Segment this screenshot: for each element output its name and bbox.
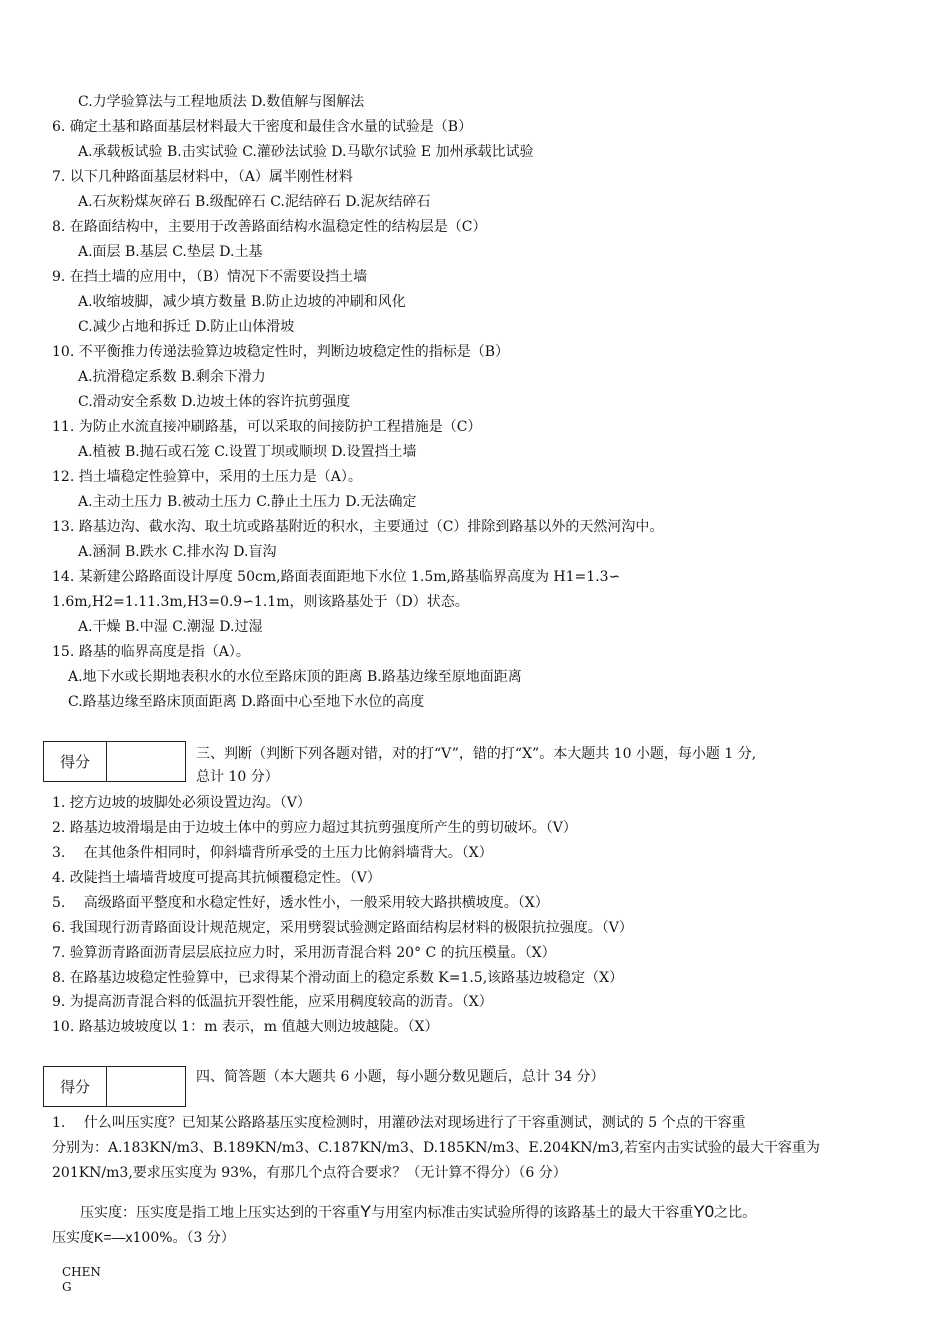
section-title: 三、判断（判断下列各题对错，对的打“V”，错的打“X”。本大题共 10 小题，每小题 1 分, bbox=[196, 746, 757, 762]
judge-item: 3. 在其他条件相同时，仰斜墙背所承受的土压力比俯斜墙背大。（X） bbox=[52, 845, 493, 861]
mc-question-cont: 1.6m,H2=1.11.3m,H3=0.9∽1.1m，则该路基处于（D）状态。 bbox=[52, 594, 469, 610]
short-question: 1. 什么叫压实度？已知某公路路基压实度检测时，用灌砂法对现场进行了干容重测试，测试的 5 个点的干容重 bbox=[52, 1115, 746, 1131]
formula: K=—x bbox=[94, 1229, 133, 1245]
judge-item: 6. 我国现行沥青路面设计规范规定，采用劈裂试验测定路面结构层材料的极限抗拉强度。（V） bbox=[52, 920, 633, 936]
judge-item: 10. 路基边坡坡度以 1：m 表示，m 值越大则边坡越陡。（X） bbox=[52, 1019, 439, 1035]
mc-options: A.干燥 B.中湿 C.潮湿 D.过湿 bbox=[78, 619, 263, 635]
short-question-cont: 分别为：A.183KN/m3、B.189KN/m3、C.187KN/m3、D.185KN/m3、E.204KN/m3,若室内击实试验的最大干容重为 bbox=[52, 1140, 820, 1156]
mc-question: 7. 以下几种路面基层材料中，（A）属半刚性材料 bbox=[52, 169, 353, 185]
mc-options: C.减少占地和拆迁 D.防止山体滑坡 bbox=[78, 319, 295, 335]
judge-item: 9. 为提高沥青混合料的低温抗开裂性能，应采用稠度较高的沥青。（X） bbox=[52, 994, 493, 1010]
answer-text: 与用室内标准击实试验所得的该路基土的最大干容重 bbox=[371, 1205, 694, 1221]
mc-question: 12. 挡土墙稳定性验算中，采用的土压力是（A）。 bbox=[52, 469, 362, 485]
mc-options: C.路基边缘至路床顶面距离 D.路面中心至地下水位的高度 bbox=[68, 694, 425, 710]
judge-item: 1. 挖方边坡的坡脚处必须设置边沟。（V） bbox=[52, 795, 311, 811]
mc-options: A.抗滑稳定系数 B.剩余下滑力 bbox=[78, 369, 266, 385]
score-label: 得分 bbox=[44, 742, 107, 781]
mc-options: A.涵洞 B.跌水 C.排水沟 D.盲沟 bbox=[78, 544, 277, 560]
judge-item: 5. 高级路面平整度和水稳定性好，透水性小，一般采用较大路拱横坡度。（X） bbox=[52, 895, 549, 911]
mc-question: 13. 路基边沟、截水沟、取土坑或路基附近的积水，主要通过（C）排除到路基以外的天然河沟中。 bbox=[52, 519, 664, 535]
mc-line: C.力学验算法与工程地质法 D.数值解与图解法 bbox=[78, 94, 365, 110]
mc-question: 10. 不平衡推力传递法验算边坡稳定性时，判断边坡稳定性的指标是（B） bbox=[52, 344, 510, 360]
short-question-cont: 201KN/m3,要求压实度为 93%，有那几个点符合要求？（无计算不得分）（6 分） bbox=[52, 1165, 567, 1181]
answer-text: 100%。（3 分） bbox=[132, 1230, 235, 1246]
mc-options: A.主动土压力 B.被动土压力 C.静止土压力 D.无法确定 bbox=[78, 494, 417, 510]
mc-options: A.石灰粉煤灰碎石 B.级配碎石 C.泥结碎石 D.泥灰结碎石 bbox=[78, 194, 431, 210]
mc-question: 11. 为防止水流直接冲刷路基，可以采取的间接防护工程措施是（C） bbox=[52, 419, 482, 435]
mc-question: 15. 路基的临界高度是指（A）。 bbox=[52, 644, 250, 660]
footer-text: G bbox=[62, 1280, 72, 1294]
mc-options: A.承载板试验 B.击实试验 C.灌砂法试验 D.马歇尔试验 E 加州承载比试验 bbox=[78, 144, 534, 160]
answer-text: 压实度：压实度是指工地上压实达到的干容重 bbox=[80, 1205, 360, 1221]
score-value-cell bbox=[107, 1067, 185, 1106]
answer-line bbox=[52, 1228, 235, 1247]
mc-question: 6. 确定土基和路面基层材料最大干密度和最佳含水量的试验是（B） bbox=[52, 119, 473, 135]
gamma-symbol: Y bbox=[360, 1202, 372, 1221]
section-title-cont: 总计 10 分） bbox=[196, 769, 279, 785]
score-box bbox=[43, 741, 186, 782]
mc-options: A.地下水或长期地表积水的水位至路床顶的距离 B.路基边缘至原地面距离 bbox=[68, 669, 522, 685]
score-label: 得分 bbox=[44, 1067, 107, 1106]
judge-item: 7. 验算沥青路面沥青层层底拉应力时，采用沥青混合料 20° C 的抗压模量。（X） bbox=[52, 945, 556, 961]
answer-text: 之比。 bbox=[714, 1205, 757, 1221]
mc-question: 8. 在路面结构中，主要用于改善路面结构水温稳定性的结构层是（C） bbox=[52, 219, 487, 235]
answer-line bbox=[80, 1203, 756, 1222]
mc-options: A.植被 B.抛石或石笼 C.设置丁坝或顺坝 D.设置挡土墙 bbox=[78, 444, 417, 460]
footer-text: CHEN bbox=[62, 1265, 101, 1279]
mc-options: A.面层 B.基层 C.垫层 D.土基 bbox=[78, 244, 263, 260]
answer-text: 压实度 bbox=[52, 1230, 94, 1246]
score-box bbox=[43, 1066, 186, 1107]
mc-options: A.收缩坡脚，减少填方数量 B.防止边坡的冲刷和风化 bbox=[78, 294, 406, 310]
mc-question: 14. 某新建公路路面设计厚度 50cm,路面表面距地下水位 1.5m,路基临界高度为 H1=1.3∽ bbox=[52, 569, 621, 585]
judge-item: 8. 在路基边坡稳定性验算中，已求得某个滑动面上的稳定系数 K=1.5,该路基边坡稳定（X） bbox=[52, 970, 624, 986]
mc-question: 9. 在挡土墙的应用中，（B）情况下不需要设挡土墙 bbox=[52, 269, 368, 285]
section-title: 四、简答题（本大题共 6 小题，每小题分数见题后，总计 34 分） bbox=[196, 1069, 605, 1085]
judge-item: 2. 路基边坡滑塌是由于边坡土体中的剪应力超过其抗剪强度所产生的剪切破坏。（V） bbox=[52, 820, 577, 836]
mc-options: C.滑动安全系数 D.边坡土体的容许抗剪强度 bbox=[78, 394, 351, 410]
gamma0-symbol: Y0 bbox=[693, 1202, 715, 1221]
judge-item: 4. 改陡挡土墙墙背坡度可提高其抗倾覆稳定性。（V） bbox=[52, 870, 381, 886]
score-value-cell bbox=[107, 742, 185, 781]
